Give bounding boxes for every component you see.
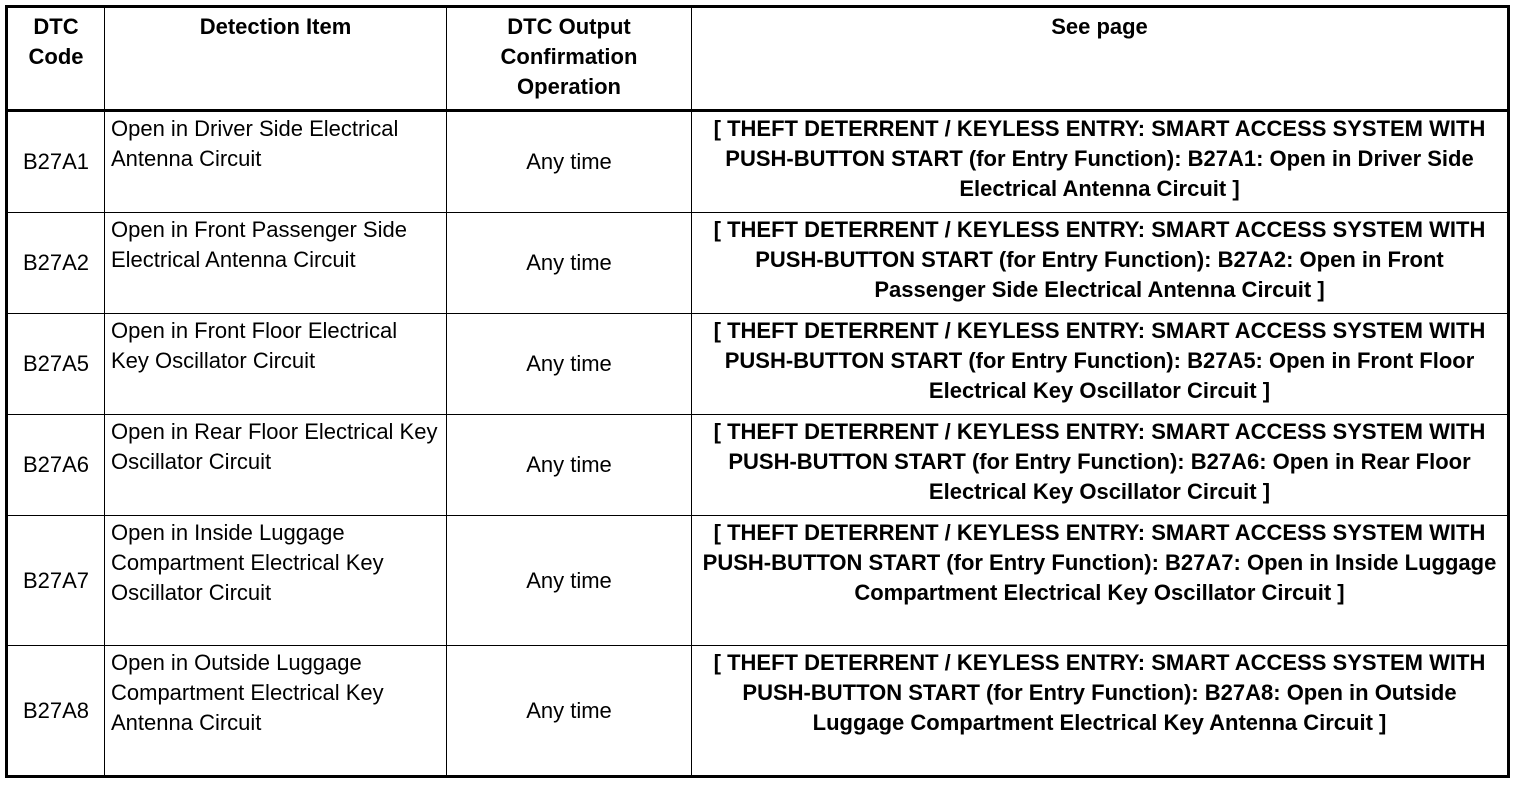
table-row <box>7 415 1509 516</box>
detection-item: Open in Inside Luggage Compartment Electrical Key Oscillator Circuit <box>105 516 447 646</box>
output-confirmation: Any time <box>447 314 692 415</box>
table-row <box>7 213 1509 314</box>
see-page-link[interactable]: [ THEFT DETERRENT / KEYLESS ENTRY: SMART ACCESS SYSTEM WITH PUSH-BUTTON START (for Entry Function): B27A8: Open in Outside Luggage Compartment Electrical Key Antenna Circuit ] <box>692 646 1509 777</box>
table-row <box>7 646 1509 777</box>
dtc-code: B27A5 <box>7 314 105 415</box>
output-confirmation: Any time <box>447 516 692 646</box>
dtc-code: B27A2 <box>7 213 105 314</box>
header-dtc-code: DTC Code <box>7 7 105 111</box>
dtc-code: B27A1 <box>7 111 105 213</box>
dtc-code: B27A8 <box>7 646 105 777</box>
see-page-link[interactable]: [ THEFT DETERRENT / KEYLESS ENTRY: SMART ACCESS SYSTEM WITH PUSH-BUTTON START (for Entry Function): B27A5: Open in Front Floor Electrical Key Oscillator Circuit ] <box>692 314 1509 415</box>
header-see-page: See page <box>692 7 1509 111</box>
dtc-table-container <box>5 5 1510 778</box>
table-header-row <box>7 7 1509 111</box>
table-row <box>7 516 1509 646</box>
detection-item: Open in Rear Floor Electrical Key Oscillator Circuit <box>105 415 447 516</box>
detection-item: Open in Front Floor Electrical Key Oscillator Circuit <box>105 314 447 415</box>
see-page-link[interactable]: [ THEFT DETERRENT / KEYLESS ENTRY: SMART ACCESS SYSTEM WITH PUSH-BUTTON START (for Entry Function): B27A7: Open in Inside Luggage Compartment Electrical Key Oscillator Circuit ] <box>692 516 1509 646</box>
detection-item: Open in Outside Luggage Compartment Electrical Key Antenna Circuit <box>105 646 447 777</box>
dtc-table <box>5 5 1510 778</box>
table-row <box>7 314 1509 415</box>
see-page-link[interactable]: [ THEFT DETERRENT / KEYLESS ENTRY: SMART ACCESS SYSTEM WITH PUSH-BUTTON START (for Entry Function): B27A6: Open in Rear Floor Electrical Key Oscillator Circuit ] <box>692 415 1509 516</box>
see-page-link[interactable]: [ THEFT DETERRENT / KEYLESS ENTRY: SMART ACCESS SYSTEM WITH PUSH-BUTTON START (for Entry Function): B27A2: Open in Front Passenger Side Electrical Antenna Circuit ] <box>692 213 1509 314</box>
output-confirmation: Any time <box>447 415 692 516</box>
see-page-link[interactable]: [ THEFT DETERRENT / KEYLESS ENTRY: SMART ACCESS SYSTEM WITH PUSH-BUTTON START (for Entry Function): B27A1: Open in Driver Side Electrical Antenna Circuit ] <box>692 111 1509 213</box>
header-detection-item: Detection Item <box>105 7 447 111</box>
dtc-code: B27A7 <box>7 516 105 646</box>
table-row <box>7 111 1509 213</box>
output-confirmation: Any time <box>447 646 692 777</box>
dtc-code: B27A6 <box>7 415 105 516</box>
detection-item: Open in Front Passenger Side Electrical Antenna Circuit <box>105 213 447 314</box>
output-confirmation: Any time <box>447 213 692 314</box>
output-confirmation: Any time <box>447 111 692 213</box>
detection-item: Open in Driver Side Electrical Antenna Circuit <box>105 111 447 213</box>
header-output-confirmation: DTC Output Confirmation Operation <box>447 7 692 111</box>
